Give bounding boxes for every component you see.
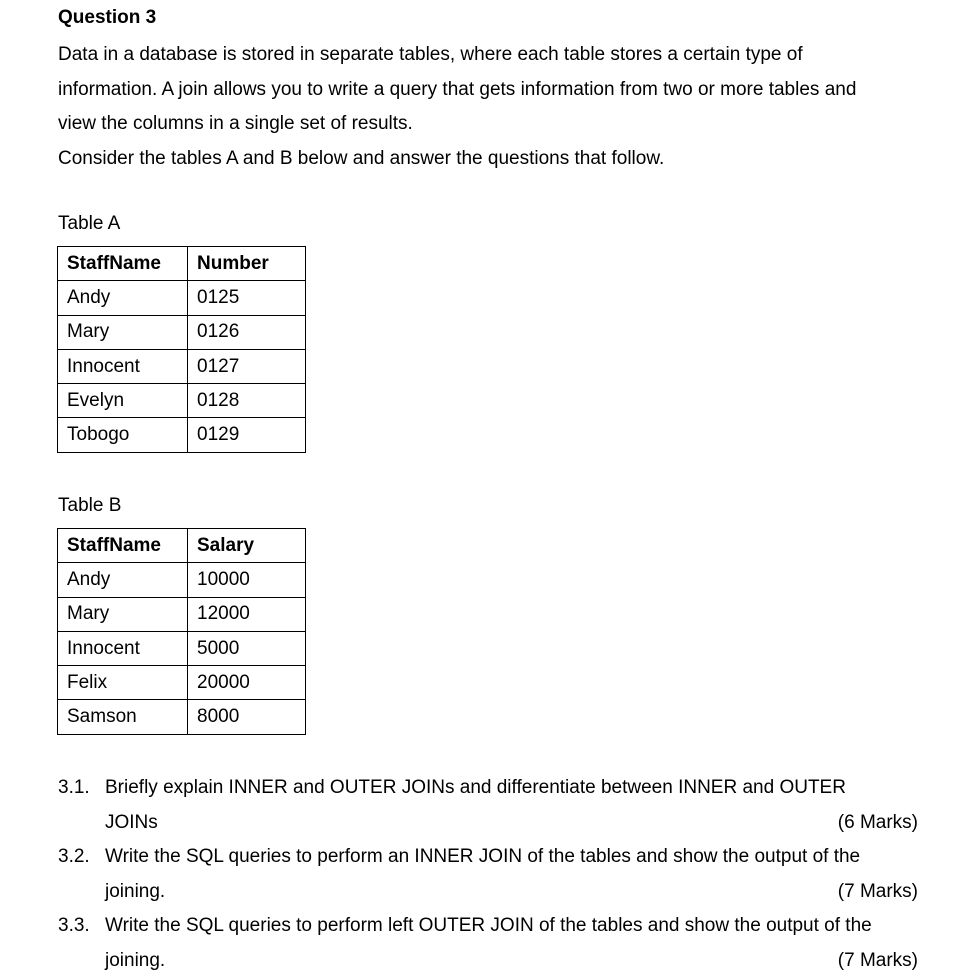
question-marks: (7 Marks) (838, 875, 918, 910)
table-row (58, 281, 306, 315)
question-text-line: Briefly explain INNER and OUTER JOINs and differentiate between INNER and OUTER (105, 771, 918, 806)
table-cell: 0128 (188, 384, 306, 418)
question-body (105, 840, 918, 909)
question-text-line: Write the SQL queries to perform an INNER JOIN of the tables and show the output of the (105, 840, 918, 875)
table-cell: Mary (58, 597, 188, 631)
table-cell: Innocent (58, 631, 188, 665)
list-item (58, 771, 918, 840)
list-item (58, 840, 918, 909)
question-text-line: Write the SQL queries to perform left OUTER JOIN of the tables and show the output of the (105, 909, 918, 944)
table-cell: 0126 (188, 315, 306, 349)
intro-line: information. A join allows you to write a query that gets information from two or more tables and (58, 73, 918, 108)
table-row (58, 384, 306, 418)
question-marks: (7 Marks) (838, 944, 918, 978)
table-a-header-number: Number (188, 247, 306, 281)
intro-paragraph (58, 38, 918, 176)
table-cell: 10000 (188, 563, 306, 597)
table-cell: 12000 (188, 597, 306, 631)
intro-line: Consider the tables A and B below and answer the questions that follow. (58, 142, 918, 177)
table-cell: 0125 (188, 281, 306, 315)
question-text-line: JOINs (105, 806, 918, 841)
table-row (58, 563, 306, 597)
table-cell: 5000 (188, 631, 306, 665)
table-cell: Andy (58, 563, 188, 597)
table-b-header-staffname: StaffName (58, 529, 188, 563)
table-row (58, 597, 306, 631)
list-item (58, 909, 918, 978)
intro-line: view the columns in a single set of results. (58, 107, 918, 142)
intro-line: Data in a database is stored in separate tables, where each table stores a certain type of (58, 38, 918, 73)
table-b-header-row (58, 529, 306, 563)
table-cell: Mary (58, 315, 188, 349)
table-cell: Felix (58, 666, 188, 700)
table-cell: Innocent (58, 349, 188, 383)
table-b-label: Table B (58, 494, 121, 518)
question-body (105, 909, 918, 978)
table-row (58, 666, 306, 700)
table-cell: 0129 (188, 418, 306, 452)
table-row (58, 700, 306, 734)
table-a-label: Table A (58, 212, 120, 236)
table-cell: Tobogo (58, 418, 188, 452)
table-row (58, 349, 306, 383)
question-number: 3.1. (58, 771, 90, 806)
table-a (57, 246, 306, 453)
question-marks: (6 Marks) (838, 806, 918, 841)
table-cell: Samson (58, 700, 188, 734)
table-b (57, 528, 306, 735)
question-text-line: joining. (105, 875, 918, 910)
question-number: 3.3. (58, 909, 90, 944)
question-list (58, 771, 918, 978)
question-body (105, 771, 918, 840)
table-a-header-staffname: StaffName (58, 247, 188, 281)
question-number: 3.2. (58, 840, 90, 875)
table-cell: Andy (58, 281, 188, 315)
table-a-header-row (58, 247, 306, 281)
table-cell: 20000 (188, 666, 306, 700)
table-row (58, 315, 306, 349)
table-cell: 8000 (188, 700, 306, 734)
table-row (58, 418, 306, 452)
table-b-header-salary: Salary (188, 529, 306, 563)
table-row (58, 631, 306, 665)
question-heading: Question 3 (58, 6, 156, 30)
table-cell: 0127 (188, 349, 306, 383)
table-cell: Evelyn (58, 384, 188, 418)
question-text-line: joining. (105, 944, 918, 978)
